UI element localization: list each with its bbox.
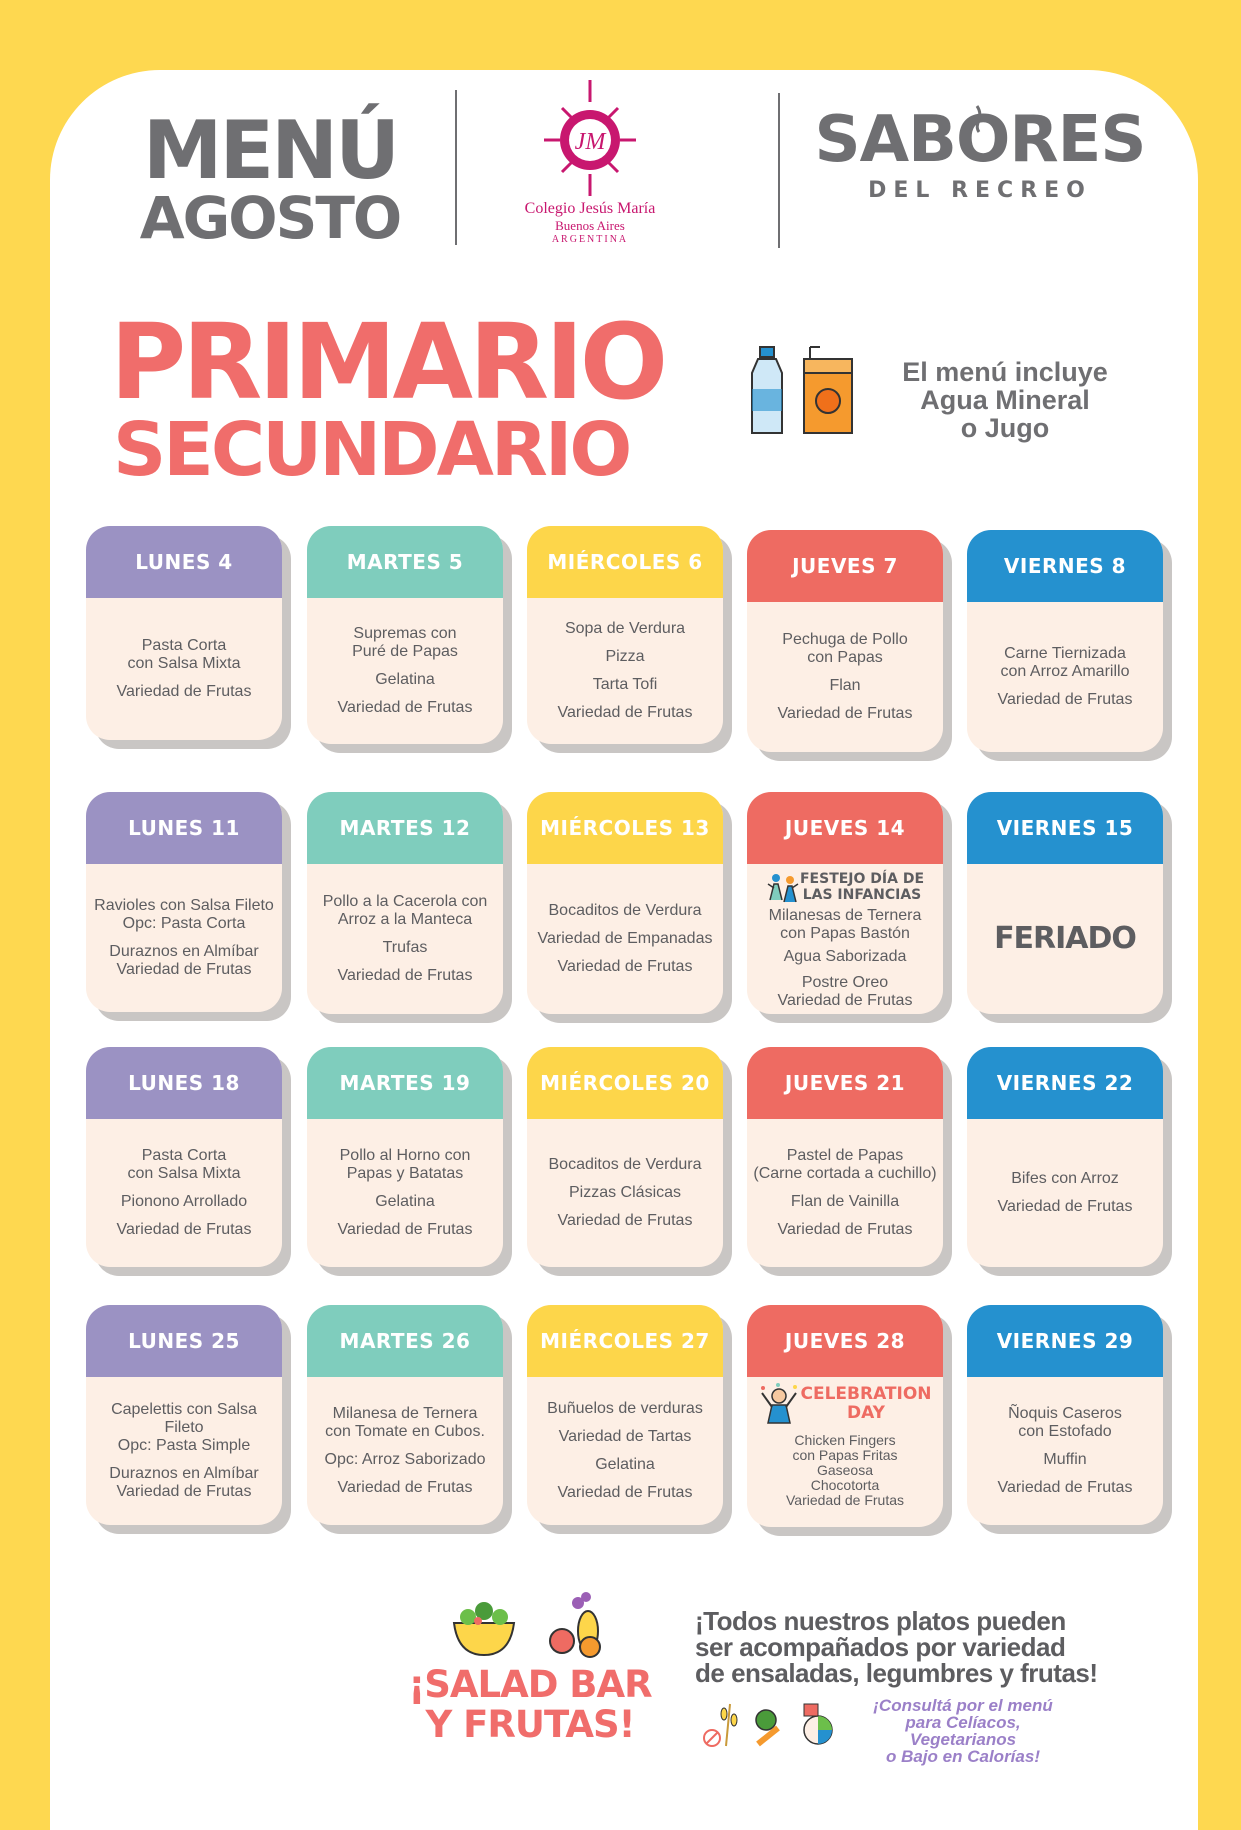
includes-line2: Agua Mineral [920,385,1090,415]
low-calorie-icon [804,1704,832,1744]
day-header: LUNES 18 [86,1047,282,1119]
menu-item: Pizzas Clásicas [568,1184,682,1201]
day-header: MARTES 26 [307,1305,503,1377]
day-header: JUEVES 28 [747,1305,943,1377]
day-header: MARTES 19 [307,1047,503,1119]
event-title: FESTEJO DÍA DE LAS INFANCIAS [799,871,925,903]
menu-item: Variedad de Frutas [337,967,473,984]
day-header: MIÉRCOLES 27 [527,1305,723,1377]
todos-line3: de ensaladas, legumbres y frutas! [695,1658,1098,1688]
salad-line2: Y FRUTAS! [425,1703,635,1746]
menu-item: Duraznos en Almíbar Variedad de Frutas [109,943,259,978]
menu-item: Gelatina [595,1456,655,1473]
day-menu [86,598,282,740]
includes-line1: El menú incluye [902,357,1108,387]
day-header: VIERNES 22 [967,1047,1163,1119]
day-menu [967,602,1163,752]
day-header: VIERNES 15 [967,792,1163,864]
menu-item: Variedad de Frutas [557,704,693,721]
day-card [307,1305,503,1525]
menu-item: Tarta Tofi [592,676,658,693]
day-header: JUEVES 21 [747,1047,943,1119]
brand-tagline: DEL RECREO [868,178,1092,203]
menu-item: Variedad de Frutas [337,1479,473,1496]
menu-item: Supremas con Puré de Papas [352,625,458,660]
consulta-line2: para Celíacos, Vegetarianos [905,1713,1021,1749]
day-header: LUNES 11 [86,792,282,864]
menu-item: Ñoquis Caseros con Estofado [1008,1405,1122,1440]
menu-item: Variedad de Frutas [337,699,473,716]
menu-item: Pastel de Papas (Carne cortada a cuchillo) [753,1147,937,1182]
menu-item: Agua Saborizada [783,948,907,965]
menu-item: Variedad de Frutas [997,691,1133,708]
menu-item: Gaseosa [816,1462,874,1478]
menu-item: con Papas Fritas [792,1447,898,1463]
juice-box-icon [804,347,852,433]
day-card [527,1047,723,1267]
menu-item: Variedad de Frutas [337,1221,473,1238]
day-card [967,792,1163,1014]
menu-item: Pizza [605,648,645,665]
menu-month-title [130,104,410,252]
children-celebration-icon [766,870,800,904]
vegetables-icon [756,1710,778,1744]
menu-item: Postre Oreo Variedad de Frutas [777,974,913,1009]
event-banner [758,1383,931,1425]
school-name: Colegio Jesús María [524,200,656,217]
day-menu [747,602,943,752]
dietary-options-note [858,1697,1068,1765]
consulta-line3: o Bajo en Calorías! [886,1747,1040,1766]
day-menu [747,864,943,1014]
menu-item: Milanesa de Ternera con Tomate en Cubos. [325,1405,485,1440]
day-card [86,1047,282,1267]
svg-text:JM: JM [574,129,606,155]
water-bottle-icon [752,347,782,433]
menu-item: Variedad de Frutas [116,1221,252,1238]
drinks-icons [748,345,868,445]
day-card [527,526,723,744]
day-header: MIÉRCOLES 6 [527,526,723,598]
day-menu [527,598,723,744]
menu-item: Carne Tiernizada con Arroz Amarillo [1000,645,1130,680]
menu-item: Ravioles con Salsa Fileto Opc: Pasta Corta [94,897,274,932]
day-card [527,1305,723,1525]
day-header: JUEVES 14 [747,792,943,864]
day-header: MARTES 5 [307,526,503,598]
day-header: MARTES 12 [307,792,503,864]
day-menu [967,1119,1163,1267]
menu-item: Trufas [382,939,428,956]
menu-item: Variedad de Frutas [777,705,913,722]
day-menu [86,1119,282,1267]
menu-item: Variedad de Frutas [777,1221,913,1238]
party-person-icon [758,1383,800,1425]
todos-line1: ¡Todos nuestros platos pueden [695,1606,1066,1636]
consulta-line1: ¡Consultá por el menú [873,1696,1053,1715]
day-card [967,1305,1163,1525]
day-menu [527,1119,723,1267]
menu-item: Pollo al Horno con Papas y Batatas [339,1147,471,1182]
menu-item: Variedad de Frutas [557,958,693,975]
menu-item: Flan [829,677,861,694]
menu-item: Bocaditos de Verdura [548,1156,702,1173]
day-card [967,1047,1163,1267]
day-menu [307,598,503,744]
menu-item: Bocaditos de Verdura [548,902,702,919]
day-menu [307,864,503,1014]
menu-title-line1: MENÚ [142,104,398,197]
day-menu [967,1377,1163,1525]
school-city: Buenos Aires [555,218,625,233]
event-banner [766,870,924,904]
day-menu [527,864,723,1014]
menu-item: Sopa de Verdura [564,620,686,637]
menu-item: Pasta Corta con Salsa Mixta [127,1147,241,1182]
title-secundario: SECUNDARIO [113,407,630,493]
includes-note [880,358,1130,442]
menu-item: Variedad de Tartas [558,1428,692,1445]
day-menu [747,1119,943,1267]
day-card [747,792,943,1014]
diet-icons [700,1700,850,1753]
title-primario: PRIMARIO [110,301,665,423]
menu-item: Capelettis con Salsa Fileto Opc: Pasta Simple [111,1401,257,1454]
steam-icon [955,104,1003,134]
day-card [307,792,503,1014]
day-card [86,526,282,740]
brand-name: SABORES [814,103,1146,177]
menu-item: Variedad de Frutas [785,1492,905,1508]
menu-item: Gelatina [375,671,435,688]
day-header: VIERNES 29 [967,1305,1163,1377]
includes-line3: o Jugo [960,413,1050,443]
school-country: ARGENTINA [551,234,629,245]
menu-item: Variedad de Frutas [557,1484,693,1501]
holiday-label: FERIADO [994,921,1136,956]
header-divider [455,90,457,245]
day-header: LUNES 4 [86,526,282,598]
day-header: MIÉRCOLES 20 [527,1047,723,1119]
menu-item: Duraznos en Almíbar Variedad de Frutas [109,1465,259,1500]
day-card [747,530,943,752]
event-title: CELEBRATION DAY [800,1384,932,1423]
day-card [967,530,1163,752]
menu-item: Opc: Arroz Saborizado [324,1451,486,1468]
day-header: JUEVES 7 [747,530,943,602]
day-menu [86,864,282,1012]
brand-logo [805,103,1155,203]
menu-item: Variedad de Frutas [557,1212,693,1229]
menu-item: Bifes con Arroz [1011,1170,1119,1187]
day-card [747,1047,943,1267]
day-header: LUNES 25 [86,1305,282,1377]
day-card [307,1047,503,1267]
day-menu [307,1377,503,1525]
menu-item: Chocotorta [810,1477,880,1493]
menu-item: Variedad de Frutas [116,683,252,700]
menu-item: Pionono Arrollado [120,1193,248,1210]
fruits-icon [550,1592,600,1657]
salad-fruit-icons [450,1585,610,1670]
menu-item: Pechuga de Pollo con Papas [782,631,908,666]
day-card [86,1305,282,1525]
gluten-free-icon [704,1704,737,1746]
day-menu [307,1119,503,1267]
day-card [527,792,723,1014]
menu-item: Chicken Fingers [794,1432,896,1448]
school-logo [510,78,670,245]
menu-item: Pasta Corta con Salsa Mixta [127,637,241,672]
day-menu [747,1377,943,1527]
todos-line2: ser acompañados por variedad [695,1632,1066,1662]
day-header: MIÉRCOLES 13 [527,792,723,864]
menu-item: Pollo a la Cacerola con Arroz a la Manteca [322,893,488,928]
header-divider-2 [778,93,780,248]
day-menu [527,1377,723,1525]
menu-item: Gelatina [375,1193,435,1210]
day-menu [86,1377,282,1525]
menu-item: Muffin [1043,1451,1087,1468]
salad-bowl-icon [454,1602,514,1655]
menu-item: Variedad de Frutas [997,1198,1133,1215]
day-menu [967,864,1163,1014]
salad-line1: ¡SALAD BAR [408,1663,652,1706]
side-dishes-note [695,1608,1115,1686]
menu-item: Variedad de Empanadas [537,930,713,947]
menu-item: Milanesas de Ternera con Papas Bastón [768,907,922,942]
day-card [307,526,503,744]
salad-bar-title [395,1665,665,1745]
menu-item: Flan de Vainilla [790,1193,900,1210]
menu-item: Variedad de Frutas [997,1479,1133,1496]
school-crest-icon [542,78,638,198]
day-header: VIERNES 8 [967,530,1163,602]
day-card [747,1305,943,1527]
menu-title-line2: AGOSTO [139,184,401,252]
menu-item: Buñuelos de verduras [547,1400,703,1417]
day-card [86,792,282,1012]
